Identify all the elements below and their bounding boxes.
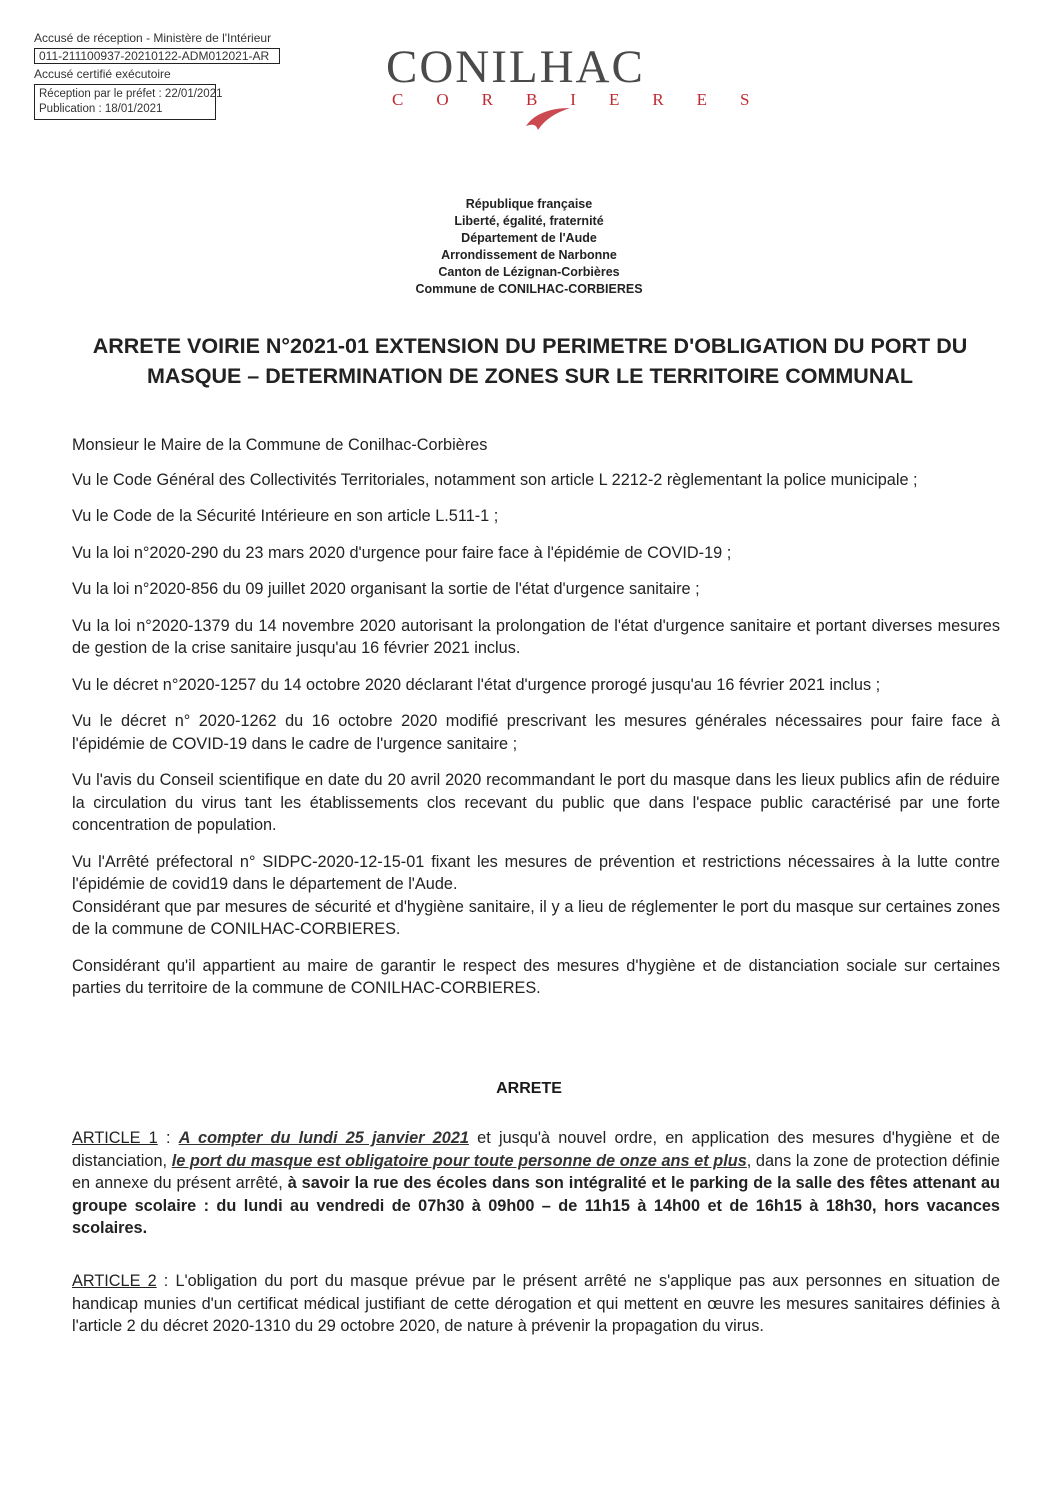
preamble-code-securite: Vu le Code de la Sécurité Intérieure en son article L.511-1 ;	[72, 507, 499, 525]
header-line: Canton de Lézignan-Corbières	[438, 265, 620, 279]
article-2-separator: :	[156, 1272, 176, 1290]
preamble-decret-1262: Vu le décret n° 2020-1262 du 16 octobre 2020 modifié prescrivant les mesures générales nécessaires pour faire face à l'épidémie de COVID-19 dans le cadre de l'urgence sanitaire ;	[72, 712, 1000, 753]
stamp-reception-date: Réception par le préfet : 22/01/2021	[39, 88, 223, 100]
title-line-1: ARRETE VOIRIE N°2021-01 EXTENSION DU PERIMETRE D'OBLIGATION DU PORT DU	[92, 334, 968, 358]
stamp-ministry-line: Accusé de réception - Ministère de l'Intérieur	[34, 31, 272, 45]
administrative-header	[0, 196, 1058, 298]
article-1-separator: :	[157, 1129, 179, 1147]
article-1-text-1: et jusqu'à nouvel ordre, en application des mesures d'hygiène et de distanciation,	[72, 1129, 1000, 1170]
article-1-text-2: , dans la zone de protection définie en annexe du présent arrêté,	[72, 1151, 1000, 1192]
article-1-label: ARTICLE 1	[72, 1129, 158, 1147]
preamble-conseil-scientifique: Vu l'avis du Conseil scientifique en date du 20 avril 2020 recommandant le port du masque dans les lieux publics afin de réduire la circulation du virus tant les établissements clos recevant du public que dans l'espace public caractérisé par une forte concentration de population.	[72, 771, 1000, 834]
preamble-loi-290: Vu la loi n°2020-290 du 23 mars 2020 d'urgence pour faire face à l'épidémie de COVID-19 ;	[72, 543, 732, 562]
preamble-code-collectivites: Vu le Code Général des Collectivités Territoriales, notamment son article L 2212-2 règlementant la police municipale ;	[72, 470, 918, 489]
header-line: Département de l'Aude	[461, 231, 597, 245]
preamble-considerant-2: Considérant qu'il appartient au maire de garantir le respect des mesures d'hygiène et de distanciation sociale sur certaines parties du territoire de la commune de CONILHAC-CORBIERES.	[72, 956, 1000, 997]
stamp-reference-box	[34, 48, 280, 64]
document-body	[72, 434, 1000, 1000]
logo-swoosh-icon	[524, 104, 574, 132]
reception-stamp	[34, 30, 294, 120]
logo-subtitle: CORBIERES	[392, 90, 783, 109]
decision-heading: ARRETE	[496, 1080, 562, 1097]
article-1-zone: à savoir la rue des écoles dans son intégralité et le parking de la salle des fêtes attenant au groupe scolaire : du lundi au vendredi de 07h30 à 09h00 – de 11h15 à 14h00 et de 16h15 à 18h30, hors vacances scolaires.	[72, 1174, 1000, 1237]
stamp-dates-box	[34, 84, 223, 120]
commune-logo	[386, 41, 783, 110]
header-line: Arrondissement de Narbonne	[441, 248, 617, 262]
article-2-text: L'obligation du port du masque prévue par le présent arrêté ne s'applique pas aux personnes en situation de handicap munies d'un certificat médical justifiant de cette dérogation et qui mettent en œuvre les mesures sanitaires définies à l'article 2 du décret 2020-1310 du 29 octobre 2020, de nature à prévenir la propagation du virus.	[72, 1272, 1000, 1335]
stamp-reference: 011-211100937-20210122-ADM012021-AR	[39, 49, 270, 63]
preamble-considerant-1: Considérant que par mesures de sécurité et d'hygiène sanitaire, il y a lieu de réglementer le port du masque sur certaines zones de la commune de CONILHAC-CORBIERES.	[72, 897, 1000, 938]
preamble-decret-1257: Vu le décret n°2020-1257 du 14 octobre 2020 déclarant l'état d'urgence prorogé jusqu'au 16 février 2021 inclus ;	[72, 675, 881, 694]
header-line: Liberté, égalité, fraternité	[454, 214, 604, 228]
article-2	[72, 1270, 1000, 1338]
article-2-label: ARTICLE 2	[72, 1272, 157, 1290]
stamp-certified-line: Accusé certifié exécutoire	[34, 67, 171, 81]
article-1-obligation: le port du masque est obligatoire pour toute personne de onze ans et plus	[171, 1151, 747, 1170]
article-1-date: A compter du lundi 25 janvier 2021	[178, 1129, 469, 1147]
header-line: République française	[465, 197, 593, 211]
preamble-mayor: Monsieur le Maire de la Commune de Conilhac-Corbières	[72, 436, 488, 454]
document-title	[70, 331, 990, 391]
preamble-arrete-prefectoral: Vu l'Arrêté préfectoral n° SIDPC-2020-12-15-01 fixant les mesures de prévention et restrictions nécessaires à la lutte contre l'épidémie de covid19 dans le département de l'Aude.	[72, 852, 1000, 893]
title-line-2: MASQUE – DETERMINATION DE ZONES SUR LE TERRITOIRE COMMUNAL	[146, 364, 914, 388]
header-line: Commune de CONILHAC-CORBIERES	[415, 282, 643, 296]
article-1	[72, 1127, 1000, 1240]
preamble-loi-856: Vu la loi n°2020-856 du 09 juillet 2020 organisant la sortie de l'état d'urgence sanitaire ;	[72, 580, 700, 598]
logo-name: CONILHAC	[386, 41, 645, 93]
stamp-publication-date: Publication : 18/01/2021	[39, 103, 163, 115]
preamble-loi-1379: Vu la loi n°2020-1379 du 14 novembre 2020 autorisant la prolongation de l'état d'urgence sanitaire et portant diverses mesures de gestion de la crise sanitaire jusqu'au 16 février 2021 inclus.	[72, 616, 1000, 657]
